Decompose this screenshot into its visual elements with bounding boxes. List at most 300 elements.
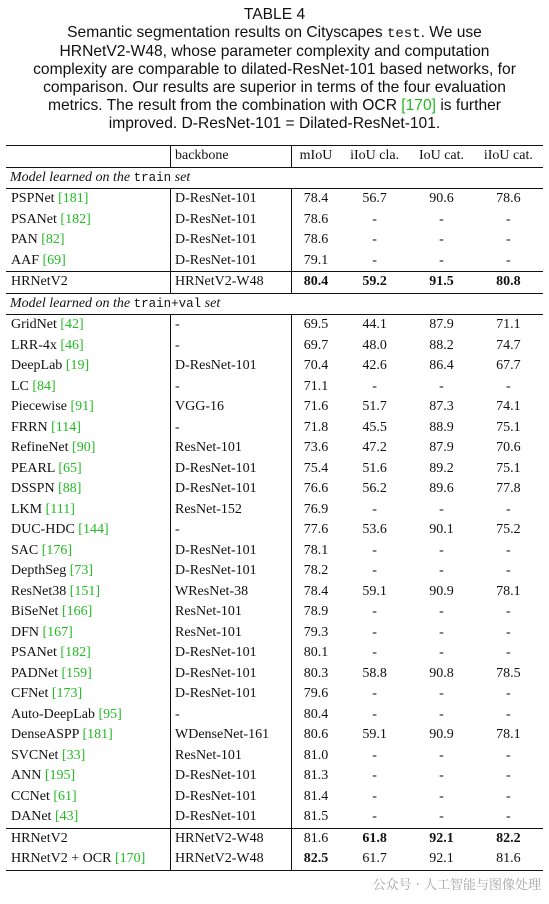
iiou-cla-cell: 56.2 bbox=[362, 481, 387, 497]
miou-cell: 81.0 bbox=[292, 746, 341, 767]
model-name: SVCNet bbox=[11, 747, 62, 763]
model-cell bbox=[6, 828, 171, 849]
miou-cell: 81.6 bbox=[292, 828, 341, 849]
iiou-cat-cell: - bbox=[506, 768, 511, 784]
backbone-cell: - bbox=[171, 418, 292, 439]
citation-link[interactable]: [19] bbox=[65, 358, 90, 374]
model-name: DenseASPP bbox=[11, 727, 83, 743]
caption-line: complexity are comparable to dilated-ResNet-101 based networks, for bbox=[33, 61, 516, 78]
model-name: Piecewise bbox=[11, 399, 71, 415]
miou-cell: 69.7 bbox=[292, 336, 341, 357]
iiou-cat-cell: 70.6 bbox=[496, 440, 521, 456]
iiou-cla-cell: - bbox=[372, 232, 377, 248]
model-cell bbox=[6, 500, 171, 521]
iiou-cat-cell: 75.2 bbox=[496, 522, 521, 538]
model-name: LC bbox=[11, 378, 33, 394]
iiou-cat-cell: - bbox=[506, 788, 511, 804]
model-name: LKM bbox=[11, 501, 46, 517]
iou-cat-cell: - bbox=[439, 542, 444, 558]
iiou-cat-cell: - bbox=[506, 809, 511, 825]
model-name: RefineNet bbox=[11, 440, 73, 456]
caption-line: metrics. The result from the combination with OCR [170] is further bbox=[48, 97, 501, 114]
model-name: LRR-4x bbox=[11, 337, 61, 353]
miou-cell: 69.5 bbox=[292, 315, 341, 336]
caption-line: improved. D-ResNet-101 = Dilated-ResNet-101. bbox=[108, 115, 441, 132]
iou-cat-cell: - bbox=[439, 747, 444, 763]
iiou-cla-cell: 51.7 bbox=[362, 399, 387, 415]
iiou-cla-cell: 58.8 bbox=[362, 665, 387, 681]
section-label: Model learned on the train+val set bbox=[6, 293, 543, 315]
model-cell bbox=[6, 746, 171, 767]
header-miou: mIoU bbox=[292, 146, 341, 168]
iiou-cat-cell: - bbox=[506, 563, 511, 579]
table-row bbox=[6, 541, 543, 562]
iiou-cat-cell: - bbox=[506, 645, 511, 661]
iiou-cla-cell: - bbox=[372, 604, 377, 620]
iou-cat-cell: - bbox=[439, 768, 444, 784]
iiou-cla-cell: - bbox=[372, 252, 377, 268]
header-model bbox=[6, 146, 171, 168]
model-cell bbox=[6, 684, 171, 705]
iou-cat-cell: 92.1 bbox=[409, 849, 474, 870]
model-cell bbox=[6, 479, 171, 500]
table-row bbox=[6, 849, 543, 870]
backbone-cell: D-ResNet-101 bbox=[171, 807, 292, 828]
model-name: AAF bbox=[11, 252, 43, 268]
citation-link[interactable]: [33] bbox=[61, 747, 86, 763]
table-row bbox=[6, 520, 543, 541]
backbone-cell: ResNet-101 bbox=[171, 746, 292, 767]
table-row bbox=[6, 828, 543, 849]
model-cell bbox=[6, 561, 171, 582]
iou-cat-cell: 88.2 bbox=[429, 337, 454, 353]
iou-cat-cell: 86.4 bbox=[429, 358, 454, 374]
miou-cell: 79.6 bbox=[292, 684, 341, 705]
table-row bbox=[6, 479, 543, 500]
model-name: CFNet bbox=[11, 686, 52, 702]
iiou-cla-cell: 53.6 bbox=[362, 522, 387, 538]
iiou-cla-cell: - bbox=[372, 645, 377, 661]
backbone-cell: ResNet-101 bbox=[171, 623, 292, 644]
iou-cat-cell: - bbox=[439, 252, 444, 268]
iiou-cat-cell: 78.5 bbox=[496, 665, 521, 681]
miou-cell: 77.6 bbox=[292, 520, 341, 541]
table-row bbox=[6, 500, 543, 521]
miou-cell: 71.1 bbox=[292, 377, 341, 398]
iiou-cla-cell: 59.2 bbox=[340, 272, 409, 294]
iiou-cla-cell: 44.1 bbox=[362, 317, 387, 333]
miou-cell: 80.6 bbox=[292, 725, 341, 746]
model-name: CCNet bbox=[11, 788, 54, 804]
miou-cell: 81.3 bbox=[292, 766, 341, 787]
model-cell bbox=[6, 315, 171, 336]
model-cell bbox=[6, 210, 171, 231]
backbone-cell: - bbox=[171, 336, 292, 357]
citation-link[interactable]: [46] bbox=[60, 337, 84, 353]
iiou-cla-cell: 59.1 bbox=[362, 727, 387, 743]
citation-link[interactable]: [159] bbox=[61, 665, 92, 681]
iiou-cat-cell: - bbox=[506, 542, 511, 558]
iiou-cat-cell: 75.1 bbox=[496, 419, 521, 435]
backbone-cell: D-ResNet-101 bbox=[171, 356, 292, 377]
miou-cell: 80.3 bbox=[292, 664, 341, 685]
caption-line: HRNetV2-W48, whose parameter complexity and computation bbox=[59, 43, 490, 60]
iiou-cat-cell: 77.8 bbox=[496, 481, 521, 497]
citation-link[interactable]: [90] bbox=[72, 440, 96, 456]
table-row bbox=[6, 336, 543, 357]
model-name: GridNet bbox=[11, 317, 61, 333]
iiou-cla-cell: 45.5 bbox=[362, 419, 387, 435]
table-row bbox=[6, 210, 543, 231]
citation-link[interactable]: [84] bbox=[32, 378, 56, 394]
model-cell bbox=[6, 520, 171, 541]
section-header-row bbox=[6, 167, 543, 189]
table-row bbox=[6, 643, 543, 664]
citation-link[interactable]: [65] bbox=[58, 460, 82, 476]
iiou-cla-cell: - bbox=[372, 624, 377, 640]
backbone-cell: D-ResNet-101 bbox=[171, 479, 292, 500]
miou-cell: 78.1 bbox=[292, 541, 341, 562]
iiou-cat-cell: 74.1 bbox=[496, 399, 521, 415]
iou-cat-cell: - bbox=[439, 706, 444, 722]
model-name: DFN bbox=[11, 624, 43, 640]
iou-cat-cell: 89.2 bbox=[429, 460, 454, 476]
citation-link[interactable]: [182] bbox=[60, 645, 91, 661]
model-cell bbox=[6, 230, 171, 251]
iou-cat-cell: - bbox=[439, 809, 444, 825]
miou-cell: 80.4 bbox=[292, 705, 341, 726]
iiou-cat-cell: - bbox=[506, 378, 511, 394]
table-row bbox=[6, 418, 543, 439]
model-cell bbox=[6, 336, 171, 357]
citation-link[interactable]: [91] bbox=[70, 399, 94, 415]
model-cell bbox=[6, 582, 171, 603]
table-row bbox=[6, 684, 543, 705]
backbone-cell: WDenseNet-161 bbox=[171, 725, 292, 746]
miou-cell: 73.6 bbox=[292, 438, 341, 459]
iiou-cat-cell: 74.7 bbox=[496, 337, 521, 353]
miou-cell: 78.4 bbox=[292, 189, 341, 210]
table-row bbox=[6, 561, 543, 582]
header-backbone: backbone bbox=[171, 146, 292, 168]
table-row bbox=[6, 725, 543, 746]
table-row bbox=[6, 746, 543, 767]
iiou-cla-cell: - bbox=[372, 211, 377, 227]
model-name: PEARL bbox=[11, 460, 59, 476]
iiou-cat-cell: - bbox=[506, 706, 511, 722]
citation-link[interactable]: [61] bbox=[53, 788, 77, 804]
miou-cell: 78.2 bbox=[292, 561, 341, 582]
iou-cat-cell: - bbox=[439, 232, 444, 248]
backbone-cell: D-ResNet-101 bbox=[171, 251, 292, 272]
iou-cat-cell: - bbox=[439, 624, 444, 640]
model-name: HRNetV2 bbox=[11, 274, 68, 290]
iou-cat-cell: - bbox=[439, 645, 444, 661]
model-cell bbox=[6, 602, 171, 623]
table-row bbox=[6, 602, 543, 623]
model-cell bbox=[6, 643, 171, 664]
table-row bbox=[6, 623, 543, 644]
citation-link[interactable]: [167] bbox=[42, 624, 73, 640]
model-name: PSANet bbox=[11, 645, 61, 661]
backbone-cell: - bbox=[171, 315, 292, 336]
iiou-cat-cell: - bbox=[506, 252, 511, 268]
citation-link[interactable]: [82] bbox=[41, 232, 65, 248]
iou-cat-cell: 89.6 bbox=[429, 481, 454, 497]
iou-cat-cell: - bbox=[439, 604, 444, 620]
citation-link[interactable]: [195] bbox=[44, 768, 76, 784]
citation-link[interactable]: [181] bbox=[82, 727, 113, 743]
model-name: DUC-HDC bbox=[11, 522, 79, 538]
iiou-cat-cell: - bbox=[506, 211, 511, 227]
iiou-cla-cell: 47.2 bbox=[362, 440, 387, 456]
citation-link[interactable]: [73] bbox=[69, 563, 94, 579]
backbone-cell: D-ResNet-101 bbox=[171, 664, 292, 685]
iiou-cla-cell: 56.7 bbox=[362, 191, 387, 207]
iou-cat-cell: - bbox=[439, 211, 444, 227]
model-name: DeepLab bbox=[11, 358, 66, 374]
model-name: ResNet38 bbox=[11, 583, 70, 599]
backbone-cell: D-ResNet-101 bbox=[171, 766, 292, 787]
iiou-cat-cell: 78.1 bbox=[496, 727, 521, 743]
caption-line: comparison. Our results are superior in terms of the four evaluation bbox=[43, 79, 506, 96]
model-name: FRRN bbox=[11, 419, 52, 435]
miou-cell: 79.1 bbox=[292, 251, 341, 272]
table-row bbox=[6, 397, 543, 418]
iiou-cla-cell: 61.8 bbox=[340, 828, 409, 849]
miou-cell: 78.6 bbox=[292, 210, 341, 231]
backbone-cell: ResNet-152 bbox=[171, 500, 292, 521]
iou-cat-cell: 87.3 bbox=[429, 399, 454, 415]
iou-cat-cell: - bbox=[439, 378, 444, 394]
iiou-cla-cell: - bbox=[372, 747, 377, 763]
iiou-cat-cell: 81.6 bbox=[474, 849, 543, 870]
iiou-cat-cell: 67.7 bbox=[496, 358, 521, 374]
miou-cell: 70.4 bbox=[292, 356, 341, 377]
iiou-cat-cell: - bbox=[506, 604, 511, 620]
model-name: HRNetV2 + OCR bbox=[11, 851, 115, 867]
miou-cell: 80.4 bbox=[292, 272, 341, 294]
backbone-cell: VGG-16 bbox=[171, 397, 292, 418]
iiou-cat-cell: - bbox=[506, 232, 511, 248]
iiou-cat-cell: 80.8 bbox=[474, 272, 543, 294]
miou-cell: 78.4 bbox=[292, 582, 341, 603]
citation-link[interactable]: [181] bbox=[58, 191, 89, 207]
backbone-cell: D-ResNet-101 bbox=[171, 459, 292, 480]
table-row bbox=[6, 582, 543, 603]
model-cell bbox=[6, 356, 171, 377]
citation-link[interactable]: [170] bbox=[114, 851, 146, 867]
model-cell bbox=[6, 377, 171, 398]
citation-link[interactable]: [43] bbox=[54, 809, 79, 825]
iiou-cla-cell: - bbox=[372, 788, 377, 804]
backbone-cell: HRNetV2-W48 bbox=[171, 828, 292, 849]
backbone-cell: D-ResNet-101 bbox=[171, 684, 292, 705]
model-name: DSSPN bbox=[11, 481, 59, 497]
model-cell bbox=[6, 787, 171, 808]
iiou-cla-cell: - bbox=[372, 563, 377, 579]
table-row bbox=[6, 787, 543, 808]
model-name: SAC bbox=[11, 542, 42, 558]
iiou-cla-cell: - bbox=[372, 686, 377, 702]
citation-link[interactable]: [173] bbox=[51, 686, 83, 702]
backbone-cell: - bbox=[171, 377, 292, 398]
table-row bbox=[6, 664, 543, 685]
table-header-row bbox=[6, 146, 543, 168]
iiou-cat-cell: 75.1 bbox=[496, 460, 521, 476]
iiou-cat-cell: - bbox=[506, 686, 511, 702]
iou-cat-cell: 91.5 bbox=[409, 272, 474, 294]
miou-cell: 78.9 bbox=[292, 602, 341, 623]
miou-cell: 76.9 bbox=[292, 500, 341, 521]
backbone-cell: ResNet-101 bbox=[171, 602, 292, 623]
miou-cell: 81.5 bbox=[292, 807, 341, 828]
model-name: PADNet bbox=[11, 665, 62, 681]
iou-cat-cell: 87.9 bbox=[429, 440, 454, 456]
backbone-cell: D-ResNet-101 bbox=[171, 189, 292, 210]
model-cell bbox=[6, 418, 171, 439]
iou-cat-cell: - bbox=[439, 686, 444, 702]
model-cell bbox=[6, 705, 171, 726]
iiou-cat-cell: - bbox=[506, 747, 511, 763]
backbone-cell: - bbox=[171, 705, 292, 726]
model-name: PSPNet bbox=[11, 191, 59, 207]
iiou-cla-cell: - bbox=[372, 501, 377, 517]
iou-cat-cell: - bbox=[439, 501, 444, 517]
miou-cell: 82.5 bbox=[292, 849, 341, 870]
table-row bbox=[6, 705, 543, 726]
backbone-cell: HRNetV2-W48 bbox=[171, 849, 292, 870]
header-iou-cat: IoU cat. bbox=[409, 146, 474, 168]
iou-cat-cell: 90.9 bbox=[429, 583, 454, 599]
model-cell bbox=[6, 664, 171, 685]
model-name: ANN bbox=[11, 768, 45, 784]
miou-cell: 80.1 bbox=[292, 643, 341, 664]
citation-link[interactable]: [151] bbox=[69, 583, 101, 599]
header-iiou-cla: iIoU cla. bbox=[340, 146, 409, 168]
table-row bbox=[6, 251, 543, 272]
iiou-cla-cell: 48.0 bbox=[362, 337, 387, 353]
citation-link[interactable]: [166] bbox=[61, 604, 93, 620]
iiou-cat-cell: 82.2 bbox=[474, 828, 543, 849]
backbone-cell: D-ResNet-101 bbox=[171, 210, 292, 231]
iiou-cla-cell: - bbox=[372, 378, 377, 394]
iou-cat-cell: 90.9 bbox=[429, 727, 454, 743]
iiou-cla-cell: 61.7 bbox=[340, 849, 409, 870]
citation-link[interactable]: [88] bbox=[58, 481, 82, 497]
model-name: DANet bbox=[11, 809, 55, 825]
table-row bbox=[6, 766, 543, 787]
table-row bbox=[6, 807, 543, 828]
header-iiou-cat: iIoU cat. bbox=[474, 146, 543, 168]
model-cell bbox=[6, 272, 171, 294]
citation-link[interactable]: [176] bbox=[41, 542, 73, 558]
table-caption bbox=[8, 6, 541, 133]
miou-cell: 75.4 bbox=[292, 459, 341, 480]
model-name: PSANet bbox=[11, 211, 61, 227]
backbone-cell: ResNet-101 bbox=[171, 438, 292, 459]
watermark: 公众号 · 人工智能与图像处理 bbox=[372, 878, 541, 893]
iiou-cat-cell: 71.1 bbox=[496, 317, 521, 333]
table-row bbox=[6, 272, 543, 294]
model-cell bbox=[6, 397, 171, 418]
iiou-cla-cell: - bbox=[372, 809, 377, 825]
model-cell bbox=[6, 766, 171, 787]
miou-cell: 71.6 bbox=[292, 397, 341, 418]
iou-cat-cell: 87.9 bbox=[429, 317, 454, 333]
model-name: DepthSeg bbox=[11, 563, 70, 579]
iou-cat-cell: 88.9 bbox=[429, 419, 454, 435]
table-row bbox=[6, 356, 543, 377]
iiou-cla-cell: - bbox=[372, 542, 377, 558]
backbone-cell: D-ResNet-101 bbox=[171, 643, 292, 664]
iiou-cla-cell: - bbox=[372, 768, 377, 784]
model-cell bbox=[6, 807, 171, 828]
backbone-cell: D-ResNet-101 bbox=[171, 541, 292, 562]
iou-cat-cell: 90.6 bbox=[429, 191, 454, 207]
model-cell bbox=[6, 459, 171, 480]
citation-link[interactable]: [170] bbox=[401, 97, 436, 114]
citation-link[interactable]: [111] bbox=[45, 501, 75, 517]
model-cell bbox=[6, 251, 171, 272]
table-row bbox=[6, 315, 543, 336]
model-name: Auto-DeepLab bbox=[11, 706, 99, 722]
model-name: PAN bbox=[11, 232, 42, 248]
citation-link[interactable]: [95] bbox=[98, 706, 122, 722]
citation-link[interactable]: [114] bbox=[51, 419, 81, 435]
iou-cat-cell: 90.8 bbox=[429, 665, 454, 681]
citation-link[interactable]: [69] bbox=[42, 252, 66, 268]
model-cell bbox=[6, 725, 171, 746]
iou-cat-cell: - bbox=[439, 788, 444, 804]
citation-link[interactable]: [42] bbox=[60, 317, 84, 333]
backbone-cell: HRNetV2-W48 bbox=[171, 272, 292, 294]
iiou-cla-cell: 51.6 bbox=[362, 460, 387, 476]
backbone-cell: - bbox=[171, 520, 292, 541]
iou-cat-cell: 90.1 bbox=[429, 522, 454, 538]
model-cell bbox=[6, 541, 171, 562]
iiou-cla-cell: 59.1 bbox=[362, 583, 387, 599]
iiou-cat-cell: - bbox=[506, 501, 511, 517]
miou-cell: 79.3 bbox=[292, 623, 341, 644]
backbone-cell: D-ResNet-101 bbox=[171, 561, 292, 582]
miou-cell: 71.8 bbox=[292, 418, 341, 439]
model-cell bbox=[6, 438, 171, 459]
iiou-cla-cell: 42.6 bbox=[362, 358, 387, 374]
miou-cell: 78.6 bbox=[292, 230, 341, 251]
table-row bbox=[6, 377, 543, 398]
model-cell bbox=[6, 623, 171, 644]
iiou-cat-cell: - bbox=[506, 624, 511, 640]
iiou-cat-cell: 78.1 bbox=[496, 583, 521, 599]
citation-link[interactable]: [182] bbox=[60, 211, 91, 227]
section-label: Model learned on the train set bbox=[6, 167, 543, 189]
caption-line: Semantic segmentation results on Cityscapes test. We use bbox=[67, 24, 482, 42]
model-name: BiSeNet bbox=[11, 604, 62, 620]
iiou-cla-cell: - bbox=[372, 706, 377, 722]
backbone-cell: WResNet-38 bbox=[171, 582, 292, 603]
miou-cell: 76.6 bbox=[292, 479, 341, 500]
backbone-cell: D-ResNet-101 bbox=[171, 787, 292, 808]
iou-cat-cell: - bbox=[439, 563, 444, 579]
model-cell bbox=[6, 849, 171, 870]
iiou-cat-cell: 78.6 bbox=[496, 191, 521, 207]
citation-link[interactable]: [144] bbox=[78, 522, 109, 538]
table-row bbox=[6, 189, 543, 210]
table-row bbox=[6, 230, 543, 251]
backbone-cell: D-ResNet-101 bbox=[171, 230, 292, 251]
miou-cell: 81.4 bbox=[292, 787, 341, 808]
